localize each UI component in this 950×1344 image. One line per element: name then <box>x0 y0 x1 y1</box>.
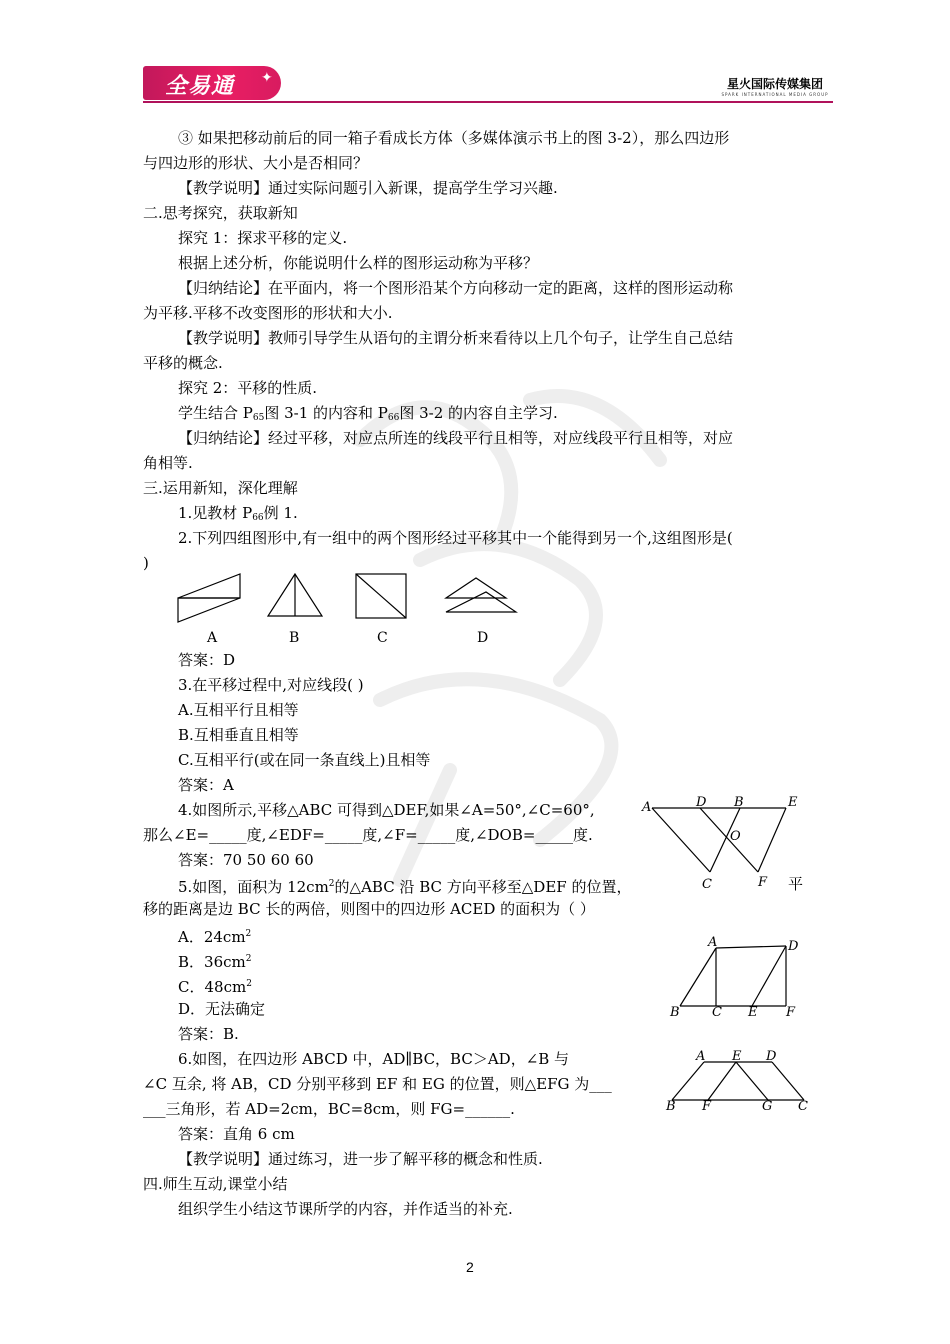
svg-text:C: C <box>702 877 712 892</box>
question-text: 那么∠E=_____度,∠EDF=_____度,∠F=_____度,∠DOB=_____度. <box>143 826 593 844</box>
conclusion-line: 角相等. <box>143 454 193 472</box>
fig-a-top-triangle <box>178 574 240 598</box>
question-text: ___三角形，若 AD=2cm，BC=8cm，则 FG=______. <box>143 1100 515 1118</box>
question-text: 2.下列四组图形中,有一组中的两个图形经过平移其中一个能得到另一个,这组图形是( <box>178 529 733 547</box>
option-label: C <box>377 630 388 646</box>
svg-text:F: F <box>758 875 768 890</box>
brand-cn: 星火国际传媒集团 <box>726 77 823 91</box>
svg-text:D: D <box>696 795 707 810</box>
q5-figure <box>668 936 808 1018</box>
svg-text:A: A <box>642 800 652 815</box>
svg-text:O: O <box>730 829 741 844</box>
paragraph-line: 探究 2：平移的性质. <box>178 379 318 397</box>
svg-text:A: A <box>708 935 718 950</box>
svg-text:B: B <box>670 1005 680 1020</box>
answer-line: 答案：D <box>178 651 236 669</box>
page-number: 2 <box>466 1259 474 1275</box>
option-line: C．$48cm^2$ <box>178 978 252 996</box>
teaching-note: 【教学说明】教师引导学生从语句的主谓分析来看待以上几个句子，让学生自己总结 <box>178 329 734 347</box>
svg-text:D: D <box>766 1049 777 1064</box>
question-text: 平 <box>788 875 804 893</box>
teaching-note: 【教学说明】通过练习，进一步了解平移的概念和性质. <box>178 1150 543 1168</box>
option-line: B．$36cm^2$ <box>178 953 252 971</box>
option-label: B <box>289 630 300 646</box>
teaching-note: 【教学说明】通过实际问题引入新课，提高学生学习兴趣. <box>178 179 558 197</box>
teaching-note: 平移的概念. <box>143 354 223 372</box>
svg-text:F: F <box>786 1005 796 1020</box>
question-text: ) <box>143 554 149 572</box>
option-line: A．$24cm^2$ <box>178 928 252 946</box>
svg-text:C: C <box>798 1099 808 1114</box>
svg-text:G: G <box>762 1099 773 1114</box>
option-line: B.互相垂直且相等 <box>178 726 299 744</box>
svg-text:A: A <box>696 1049 706 1064</box>
header-rule <box>143 101 833 103</box>
paragraph-line: 1.见教材 $P_{66}$例 1. <box>178 504 298 523</box>
option-line: C.互相平行(或在同一条直线上)且相等 <box>178 751 431 769</box>
question-text: 移的距离是边 BC 长的两倍，则图中的四边形 ACED 的面积为（ ） <box>143 900 595 918</box>
conclusion-line: 【归纳结论】在平面内，将一个图形沿某个方向移动一定的距离，这样的图形运动称 <box>178 279 734 297</box>
q2-figures <box>170 570 530 650</box>
brand-en: SPARK INTERNATIONAL MEDIA GROUP <box>721 92 829 97</box>
section-heading: 四.师生互动,课堂小结 <box>143 1175 288 1193</box>
fig-a-bottom-triangle <box>178 598 240 622</box>
svg-text:B: B <box>734 795 744 810</box>
answer-line: 答案：70 50 60 60 <box>178 851 314 869</box>
answer-line: 答案：直角 6 cm <box>178 1125 295 1143</box>
question-text: ∠C 互余, 将 AB，CD 分别平移到 EF 和 EG 的位置，则△EFG 为___ <box>143 1075 612 1093</box>
fig-d-bottom-triangle <box>446 592 516 612</box>
section-heading: 三.运用新知，深化理解 <box>143 479 298 497</box>
brand-logo <box>143 66 281 100</box>
svg-text:E: E <box>732 1049 742 1064</box>
question-text: 4.如图所示,平移△ABC 可得到△DEF,如果∠A=50°,∠C=60°, <box>178 801 595 819</box>
conclusion-line: 【归纳结论】经过平移，对应点所连的线段平行且相等，对应线段平行且相等，对应 <box>178 429 734 447</box>
option-line: A.互相平行且相等 <box>178 701 299 719</box>
q4-figure <box>640 795 810 892</box>
svg-text:F: F <box>702 1099 712 1114</box>
option-line: D．无法确定 <box>178 1000 266 1018</box>
option-label: A <box>207 630 218 646</box>
svg-text:B: B <box>666 1099 676 1114</box>
paragraph-line: 组织学生小结这节课所学的内容，并作适当的补充. <box>178 1200 513 1218</box>
publisher-brand <box>720 75 830 97</box>
paragraph-line: ③ 如果把移动前后的同一箱子看成长方体（多媒体演示书上的图 3-2），那么四边形 <box>178 129 730 147</box>
question-text: 3.在平移过程中,对应线段( ) <box>178 676 364 694</box>
question-text: 5.如图，面积为 $12cm^2$的△ABC 沿 BC 方向平移至△DEF 的位置， <box>178 878 632 896</box>
section-heading: 二.思考探究，获取新知 <box>143 204 298 222</box>
answer-line: 答案：A <box>178 776 234 794</box>
paragraph-line: 学生结合 $P_{65}$图 3-1 的内容和 $P_{66}$图 3-2 的内容自主学习. <box>178 404 558 423</box>
logo-text: 全易通 <box>165 74 235 99</box>
conclusion-line: 为平移.平移不改变图形的形状和大小. <box>143 304 393 322</box>
paragraph-line: 与四边形的形状、大小是否相同？ <box>143 154 369 172</box>
paragraph-line: 探究 1：探求平移的定义. <box>178 229 348 247</box>
paragraph-line: 根据上述分析，你能说明什么样的图形运动称为平移？ <box>178 254 539 272</box>
option-label: D <box>477 630 489 646</box>
star-icon: ✦ <box>261 70 274 86</box>
svg-text:E: E <box>788 795 798 810</box>
fig-d-top-triangle <box>446 578 506 598</box>
answer-line: 答案：B. <box>178 1025 239 1043</box>
svg-text:E: E <box>748 1005 758 1020</box>
svg-text:C: C <box>712 1005 722 1020</box>
q6-figure <box>664 1048 812 1114</box>
svg-text:D: D <box>788 939 799 954</box>
question-text: 6.如图，在四边形 ABCD 中，AD∥BC，BC＞AD，∠B 与 <box>178 1050 570 1068</box>
